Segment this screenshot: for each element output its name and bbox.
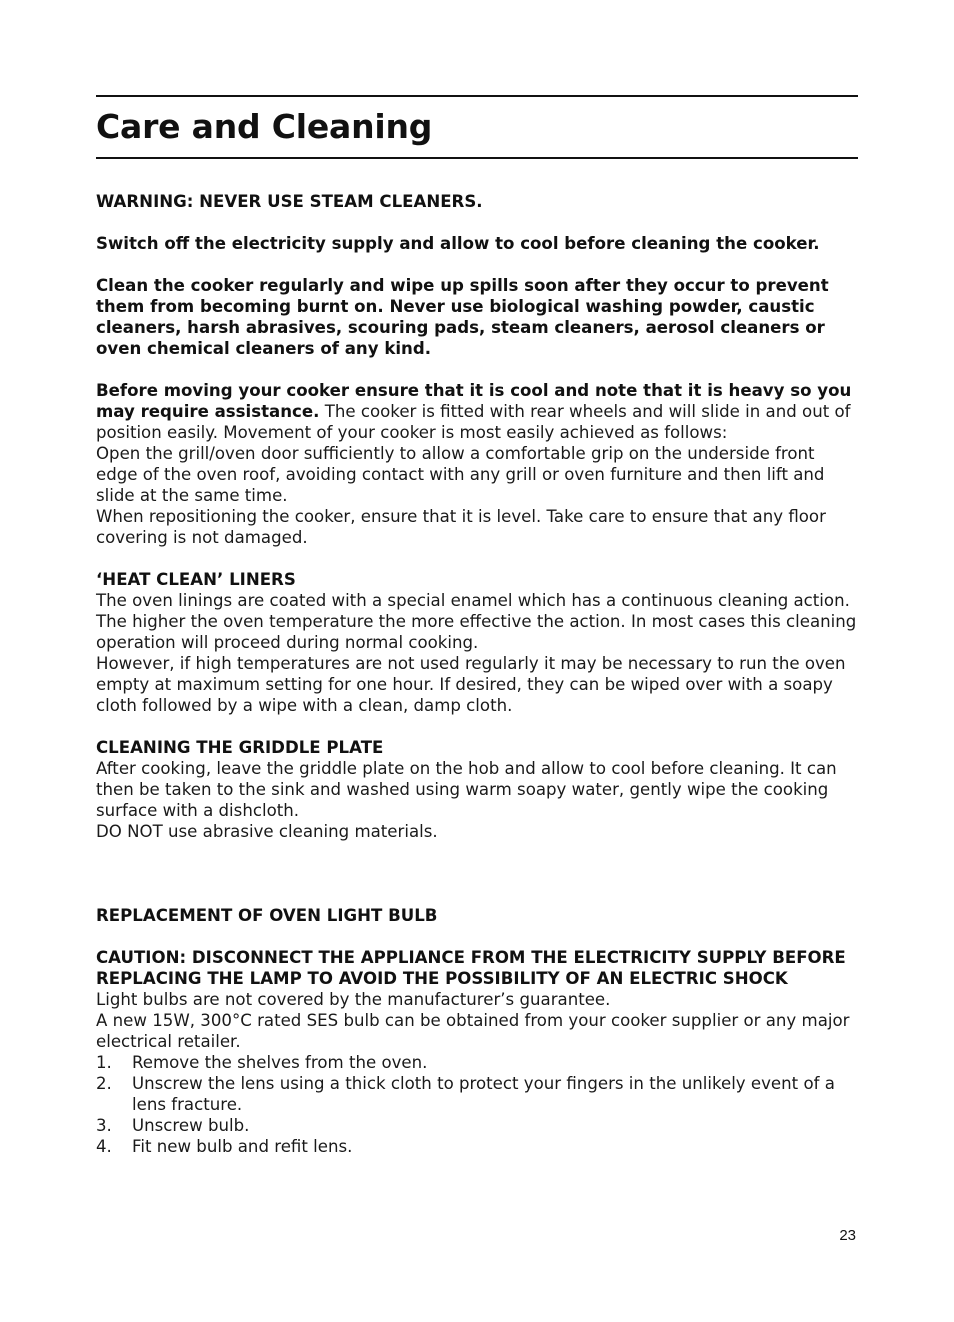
spacer <box>96 842 858 905</box>
step-text: Unscrew bulb. <box>132 1116 250 1135</box>
moving-reposition-text: When repositioning the cooker, ensure that it is level. Take care to ensure that any floor covering is not damaged. <box>96 507 826 547</box>
switch-off-instruction: Switch off the electricity supply and allow to cool before cleaning the cooker. <box>96 234 820 253</box>
moving-open-door-text: Open the grill/oven door sufficiently to allow a comfortable grip on the underside front edge of the oven roof, avoiding contact with any grill or oven furniture and then lift and slide at the same time. <box>96 444 825 505</box>
page-title: Care and Cleaning <box>96 107 433 146</box>
spacer <box>96 926 858 947</box>
spacer <box>96 548 858 569</box>
moving-paragraph <box>96 380 858 443</box>
spacer <box>96 716 858 737</box>
title-bottom-rule <box>96 157 858 159</box>
bulb-heading: REPLACEMENT OF OVEN LIGHT BULB <box>96 906 438 925</box>
step-number: 4. <box>96 1137 112 1156</box>
step-number: 3. <box>96 1116 112 1135</box>
heat-clean-heading: ‘HEAT CLEAN’ LINERS <box>96 570 296 589</box>
list-item <box>96 1115 858 1136</box>
bulb-caution: CAUTION: DISCONNECT THE APPLIANCE FROM THE ELECTRICITY SUPPLY BEFORE REPLACING THE LAMP TO AVOID THE POSSIBILITY OF AN ELECTRIC SHOCK <box>96 948 846 988</box>
griddle-paragraph-1: After cooking, leave the griddle plate on the hob and allow to cool before cleaning. It can then be taken to the sink and washed using warm soapy water, gently wipe the cooking surface with a dishcloth. <box>96 759 837 820</box>
step-text: Unscrew the lens using a thick cloth to protect your fingers in the unlikely event of a lens fracture. <box>132 1074 835 1114</box>
heat-clean-paragraph-1: The oven linings are coated with a special enamel which has a continuous cleaning action. The higher the oven temperature the more effective the action. In most cases this cleaning operation will proceed during normal cooking. <box>96 591 857 652</box>
title-top-rule <box>96 95 858 97</box>
page-number: 23 <box>839 1227 856 1244</box>
step-number: 1. <box>96 1053 112 1072</box>
bulb-supplier-text: A new 15W, 300°C rated SES bulb can be obtained from your cooker supplier or any major electrical retailer. <box>96 1011 850 1051</box>
step-text: Fit new bulb and refit lens. <box>132 1137 353 1156</box>
bulb-steps-list <box>96 1052 858 1157</box>
list-item <box>96 1052 858 1073</box>
document-page <box>96 95 858 1157</box>
spacer <box>96 359 858 380</box>
griddle-heading: CLEANING THE GRIDDLE PLATE <box>96 738 384 757</box>
heat-clean-paragraph-2: However, if high temperatures are not used regularly it may be necessary to run the oven empty at maximum setting for one hour. If desired, they can be wiped over with a soapy cloth followed by a wipe with a clean, damp cloth. <box>96 654 846 715</box>
spacer <box>96 254 858 275</box>
griddle-paragraph-2: DO NOT use abrasive cleaning materials. <box>96 822 438 841</box>
clean-regularly-paragraph: Clean the cooker regularly and wipe up spills soon after they occur to prevent them from becoming burnt on. Never use biological washing powder, caustic cleaners, harsh abrasives, scouring pads, steam cleaners, aerosol cleaners or oven chemical cleaners of any kind. <box>96 276 829 358</box>
moving-regular-text: The cooker is fitted with rear wheels and will slide in and out of position easily. Movement of your cooker is most easily achieved as follows: <box>96 402 851 442</box>
steam-warning: WARNING: NEVER USE STEAM CLEANERS. <box>96 192 483 211</box>
moving-bold-text: Before moving your cooker ensure that it is cool and note that it is heavy so you may require assistance. <box>96 381 852 421</box>
step-number: 2. <box>96 1074 112 1093</box>
list-item <box>96 1073 858 1115</box>
spacer <box>96 212 858 233</box>
list-item <box>96 1136 858 1157</box>
step-text: Remove the shelves from the oven. <box>132 1053 428 1072</box>
bulb-guarantee-text: Light bulbs are not covered by the manufacturer’s guarantee. <box>96 990 611 1009</box>
body-content <box>96 191 858 1157</box>
